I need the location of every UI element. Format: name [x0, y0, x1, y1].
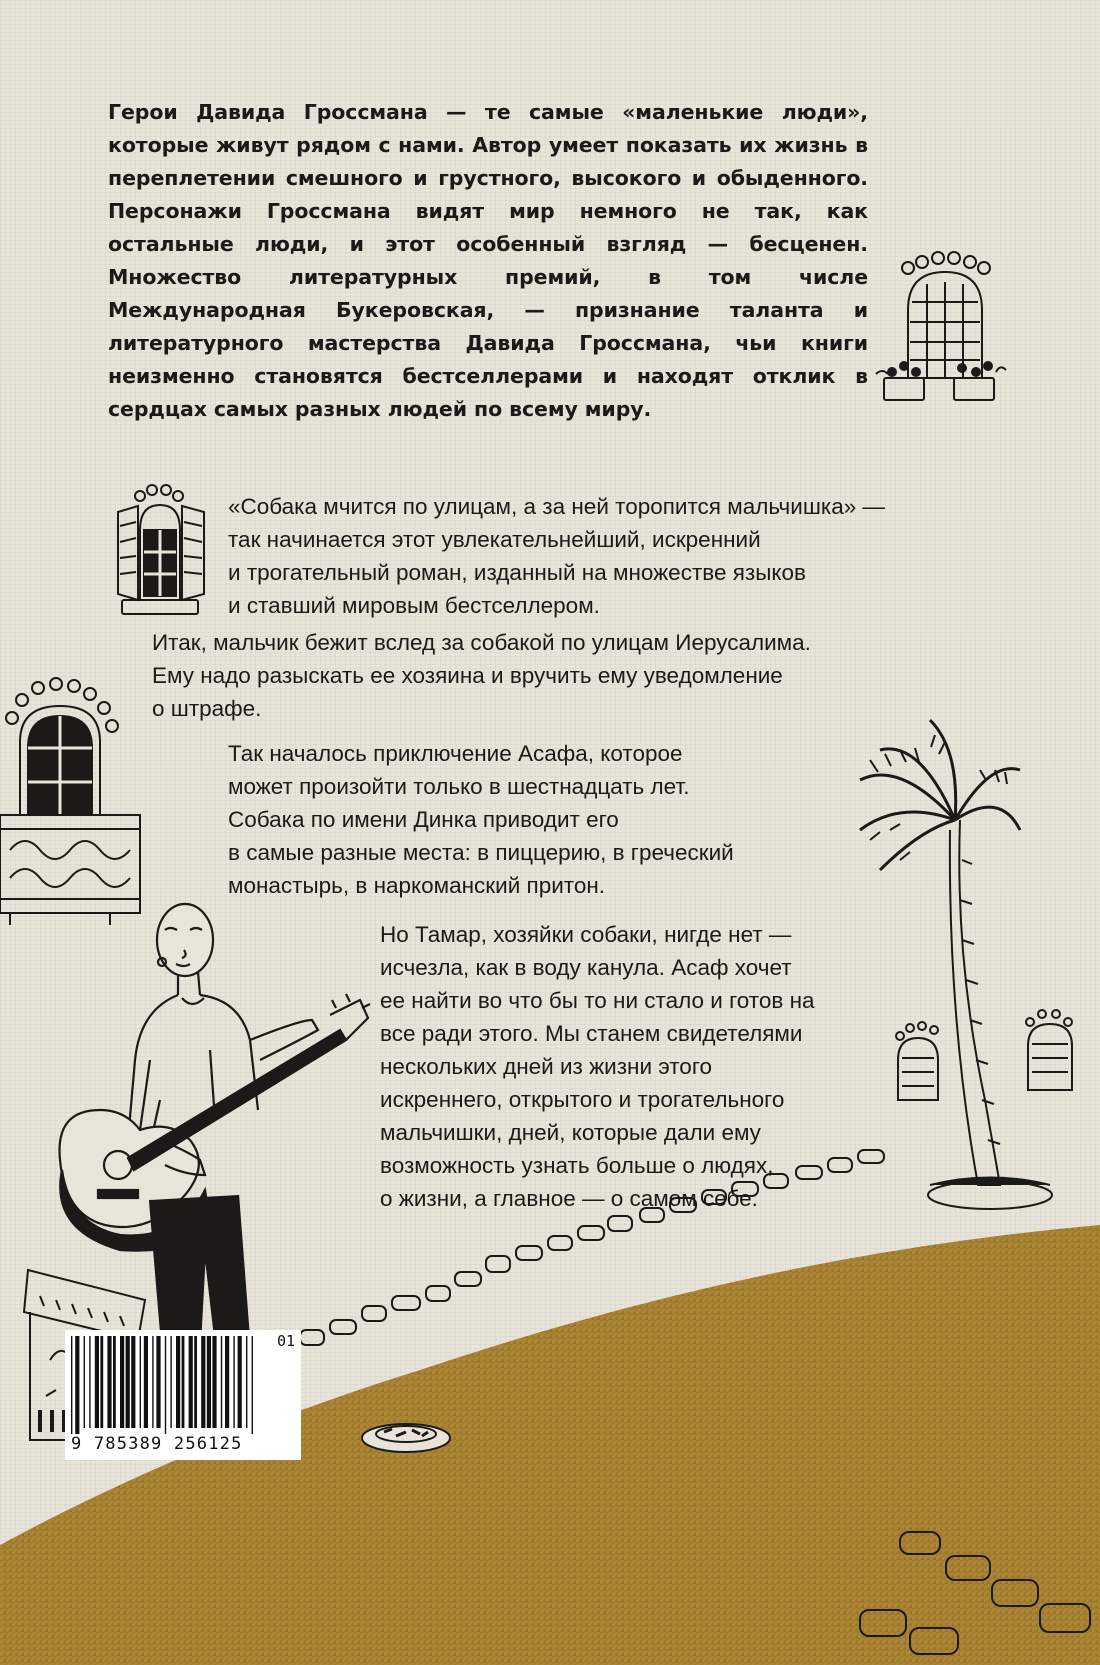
barcode-bar: [144, 1336, 148, 1428]
barcode-bar: [126, 1336, 130, 1428]
barcode-bar: [207, 1336, 211, 1428]
tamar-line: Но Тамар, хозяйки собаки, нигде нет —: [380, 922, 792, 947]
tamar-line: ее найти во что бы то ни стало и готов на: [380, 988, 815, 1013]
quote-line: так начинается этот увлекательнейший, искренний: [228, 527, 761, 552]
tak-line: монастырь, в наркоманский притон.: [228, 873, 606, 898]
barcode-bar: [75, 1336, 79, 1434]
tak-paragraph: [228, 737, 848, 902]
barcode-bar: [131, 1336, 135, 1428]
barcode-bar: [95, 1336, 99, 1428]
barcode-bars: [65, 1330, 301, 1434]
food-plate-icon: [362, 1424, 450, 1452]
barcode-bar: [113, 1336, 116, 1428]
itak-line: о штрафе.: [152, 696, 262, 721]
barcode-bar: [252, 1336, 253, 1434]
barcode-bar: [107, 1336, 111, 1428]
barcode-bar: [170, 1336, 171, 1428]
tamar-line: возможность узнать больше о людях,: [380, 1153, 774, 1178]
itak-line: Итак, мальчик бежит вслед за собакой по улицам Иерусалима.: [152, 630, 811, 655]
tamar-line: нескольких дней из жизни этого: [380, 1054, 713, 1079]
barcode-bar: [246, 1336, 247, 1428]
quote-line: и трогательный роман, изданный на множестве языков: [228, 560, 806, 585]
tak-line: Собака по имени Динка приводит его: [228, 807, 619, 832]
barcode-bar: [238, 1336, 242, 1428]
quote-line: и ставший мировым бестселлером.: [228, 593, 600, 618]
quote-line: «Собака мчится по улицам, а за ней торопится мальчишка» —: [228, 494, 886, 519]
barcode-bar: [156, 1336, 160, 1428]
barcode-bar: [84, 1336, 85, 1428]
barcode-bar: [71, 1336, 72, 1434]
small-window-left-icon: [896, 1022, 938, 1100]
isbn-barcode: [65, 1330, 301, 1460]
barcode-bar: [89, 1336, 90, 1428]
quote-paragraph: [228, 490, 928, 622]
barcode-bar: [225, 1336, 229, 1428]
barcode-bar: [201, 1336, 205, 1428]
barcode-bar: [221, 1336, 222, 1428]
barcode-bar: [233, 1336, 234, 1428]
tamar-paragraph: [380, 918, 840, 1215]
barcode-bar: [120, 1336, 124, 1428]
small-window-right-icon: [1026, 1010, 1072, 1090]
barcode-bar: [194, 1336, 197, 1428]
barcode-bar: [140, 1336, 141, 1428]
intro-paragraph: Герои Давида Гроссмана — те самые «маленькие люди», которые живут рядом с нами. Автор умеет показать их жизнь в переплетении смешного и грустного, высокого и обыденного. Персонажи Гроссмана видят мир немного не так, как остальные люди, и этот особенный взгляд — бесценен. Множество литературных премий, в том числе Международная Букеровская, — признание таланта и литературного мастерства Давида Гроссмана, чьи книги неизменно становятся бестселлерами и находят отклик в сердцах самых разных людей по всему миру.: [108, 100, 868, 421]
barcode-digits: 9 785389 256125: [71, 1434, 243, 1454]
barcode-bar: [100, 1336, 103, 1428]
barcode-bar: [176, 1336, 180, 1428]
tamar-line: искреннего, открытого и трогательного: [380, 1087, 785, 1112]
shutter-window-icon: [118, 485, 204, 614]
itak-line: Ему надо разыскать ее хозяина и вручить ему уведомление: [152, 663, 783, 688]
tamar-line: мальчишки, дней, которые дали ему: [380, 1120, 761, 1145]
tak-line: может произойти только в шестнадцать лет.: [228, 774, 690, 799]
balcony-window-icon: [0, 678, 140, 925]
tak-line: в самые разные места: в пиццерию, в греческий: [228, 840, 734, 865]
barcode-bar: [165, 1336, 166, 1434]
palm-tree-icon: [860, 720, 1052, 1209]
itak-paragraph: [152, 626, 912, 725]
barcode-bar: [212, 1336, 216, 1428]
window-flowerbox-icon: [876, 252, 1006, 400]
tak-line: Так началось приключение Асафа, которое: [228, 741, 683, 766]
barcode-bar: [189, 1336, 193, 1428]
barcode-addon: 01: [277, 1332, 296, 1350]
barcode-bar: [182, 1336, 185, 1428]
tamar-line: исчезла, как в воду канула. Асаф хочет: [380, 955, 792, 980]
tamar-line: о жизни, а главное — о самом себе.: [380, 1186, 758, 1211]
tamar-line: все ради этого. Мы станем свидетелями: [380, 1021, 803, 1046]
barcode-bar: [152, 1336, 153, 1428]
